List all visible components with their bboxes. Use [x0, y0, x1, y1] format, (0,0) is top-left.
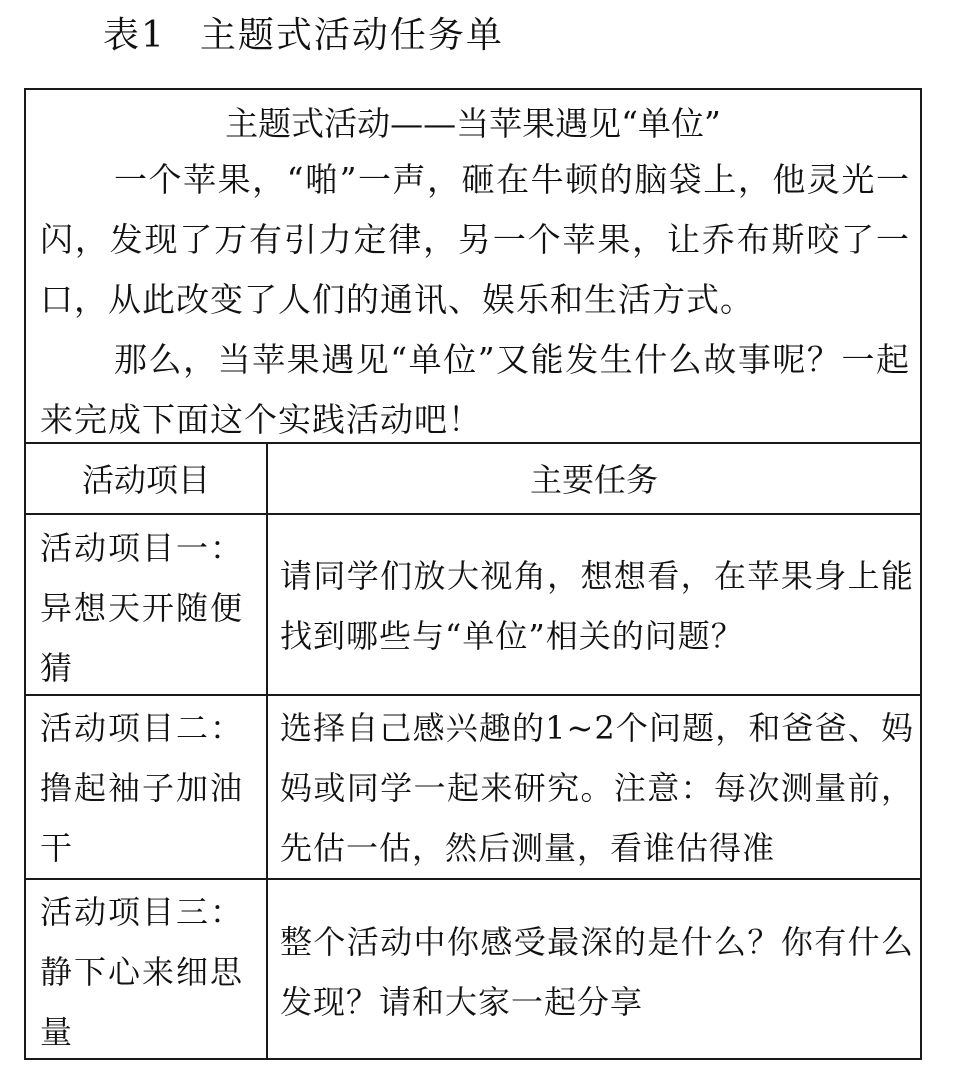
divider [26, 878, 920, 880]
row-1-project: 活动项目一：异想天开随便猜 [40, 529, 245, 687]
column-divider [266, 442, 268, 1058]
activity-task-table [24, 88, 922, 1060]
intro-paragraph-2: 那么，当苹果遇见“单位”又能发生什么故事呢？一起来完成下面这个实践活动吧！ [40, 340, 910, 439]
table-title: 主题式活动任务单 [199, 15, 504, 56]
row-3-project: 活动项目三：静下心来细思量 [40, 893, 245, 1051]
header-project: 活动项目 [81, 461, 210, 499]
row-3-task: 整个活动中你感受最深的是什么？你有什么发现？请和大家一起分享 [280, 923, 914, 1021]
row-2-task: 选择自己感兴趣的1~2个问题，和爸爸、妈妈或同学一起来研究。注意：每次测量前，先估一估，然后测量，看谁估得准 [280, 709, 914, 867]
intro-paragraph-1: 一个苹果，“啪”一声，砸在牛顿的脑袋上，他灵光一闪，发现了万有引力定律，另一个苹果，让乔布斯咬了一口，从此改变了人们的通讯、娱乐和生活方式。 [40, 160, 910, 319]
row-1-task: 请同学们放大视角，想想看，在苹果身上能找到哪些与“单位”相关的问题？ [280, 557, 914, 655]
divider [26, 513, 920, 515]
intro-title: 主题式活动——当苹果遇见“单位” [225, 104, 721, 143]
table-number: 表1 [103, 15, 166, 56]
divider [26, 442, 920, 444]
row-2-project: 活动项目二：撸起袖子加油干 [40, 709, 245, 867]
table-caption [103, 14, 504, 58]
header-task: 主要任务 [529, 461, 658, 499]
